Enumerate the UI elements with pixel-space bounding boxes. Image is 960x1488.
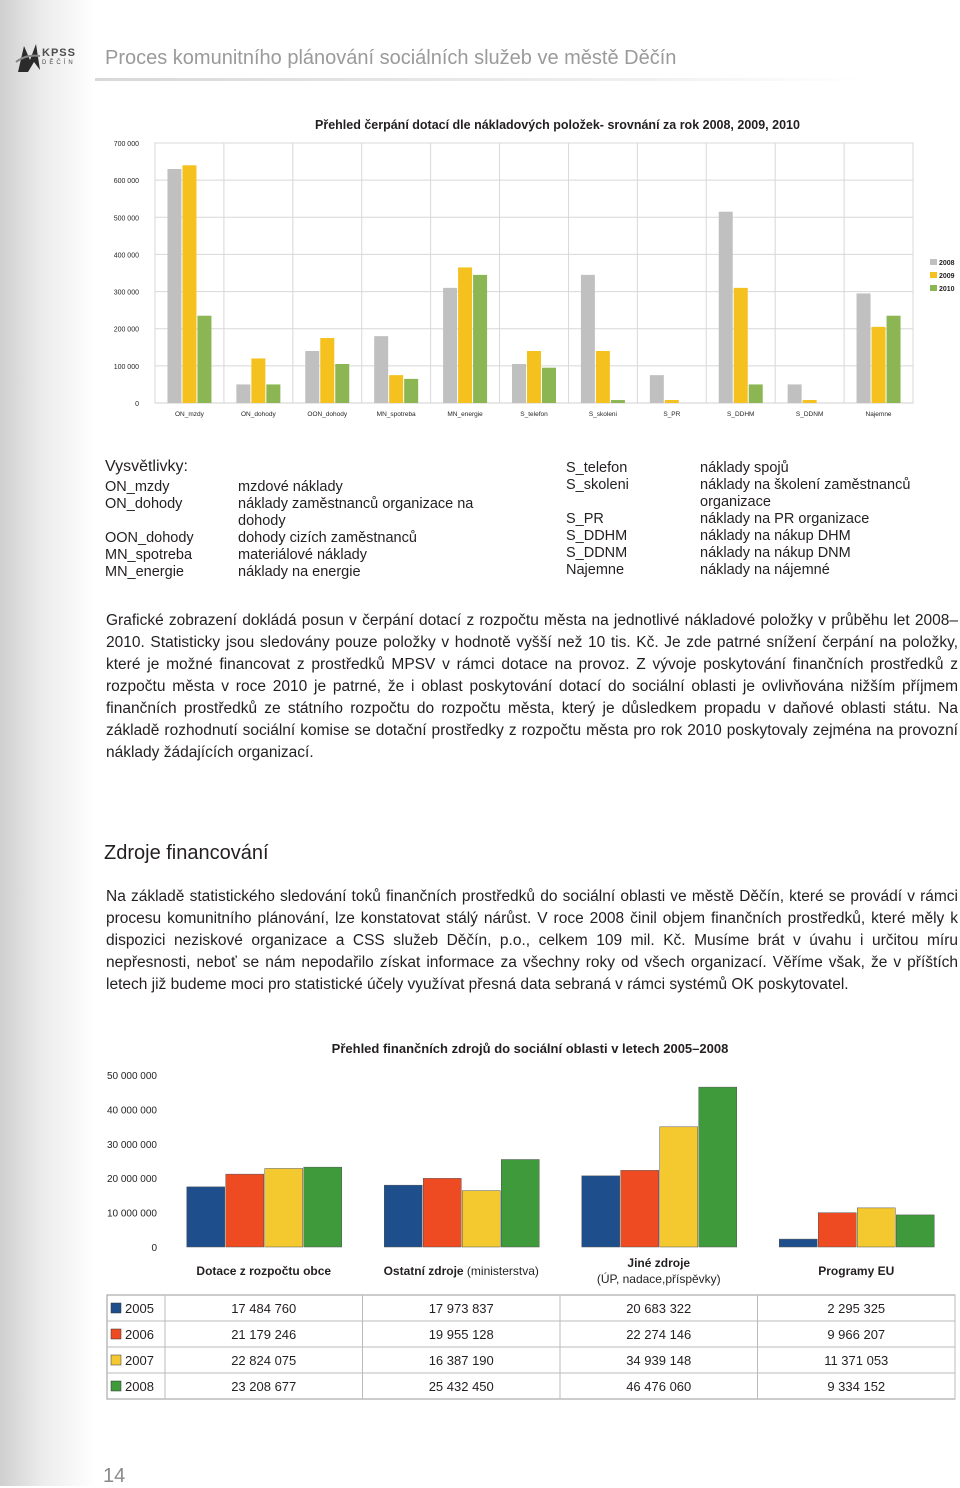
y-tick-label: 50 000 000 bbox=[106, 1071, 157, 1082]
legend-desc: náklady zaměstnanců organizace na bbox=[238, 496, 474, 512]
y-tick-label: 10 000 000 bbox=[106, 1208, 157, 1220]
x-tick-label bbox=[384, 1264, 539, 1278]
legend-swatch bbox=[111, 1303, 121, 1313]
logo-subtitle: DĚČÍN bbox=[42, 60, 76, 66]
legend-desc: náklady na energie bbox=[238, 564, 361, 580]
logo-text: KPSS bbox=[42, 47, 76, 59]
bar bbox=[611, 400, 625, 403]
legend-code: S_skoleni bbox=[566, 477, 629, 493]
y-tick-label: 0 bbox=[135, 401, 139, 408]
x-tick-label: MN_spotreba bbox=[376, 411, 416, 418]
x-tick-label: S_DDNM bbox=[795, 411, 824, 418]
bar bbox=[650, 375, 664, 403]
table-cell: 23 208 677 bbox=[231, 1379, 297, 1394]
y-tick-label: 100 000 bbox=[113, 363, 139, 371]
legend-code: MN_energie bbox=[105, 564, 184, 580]
x-tick-label-bold: Programy EU bbox=[818, 1264, 895, 1278]
y-tick-label: 20 000 000 bbox=[106, 1174, 157, 1186]
legend-label: 2008 bbox=[939, 260, 955, 267]
bar bbox=[197, 316, 211, 403]
legend-code: MN_spotreba bbox=[105, 547, 193, 563]
bar bbox=[265, 1168, 303, 1247]
paragraph-1: Grafické zobrazení dokládá posun v čerpání dotací z rozpočtu města na jednotlivé nákladové položky v průběhu let 2008–2010. Statisticky jsou sledovány pouze položky v hodnotě vyšší než 10 tis. Kč. Je zde patrné snížení čerpání na položky, které je možné financovat z prostředků MPSV v rámci dotace na provoz. Z vývoje poskytování finančních prostředků z rozpočtu města v roce 2010 je patrné, že i oblast poskytování dotací do sociální oblasti je ovlivňována nižším příjmem finančních prostředků ze státního rozpočtu do rozpočtu města, který je důsledkem propadu v daňové oblasti státu. Na základě rozhodnutí sociální komise se dotační prostředky z rozpočtu města pro rok 2010 poskytovaly zejména na provozní náklady žádajících organizací. bbox=[106, 612, 958, 761]
legend-desc: organizace bbox=[700, 494, 771, 510]
x-tick-label: S_PR bbox=[663, 411, 681, 418]
y-tick-label: 600 000 bbox=[113, 178, 139, 186]
y-tick-label: 200 000 bbox=[113, 326, 139, 334]
bar bbox=[473, 275, 487, 403]
legend-code: Najemne bbox=[566, 562, 625, 578]
table-cell: 22 824 075 bbox=[231, 1353, 297, 1368]
table-cell: 17 973 837 bbox=[428, 1301, 494, 1316]
bar bbox=[305, 351, 319, 403]
legend-code: ON_mzdy bbox=[105, 479, 170, 495]
legend-swatch bbox=[111, 1355, 121, 1365]
bar bbox=[749, 384, 763, 403]
page-number: 14 bbox=[103, 1465, 126, 1487]
legend-label: 2005 bbox=[125, 1301, 154, 1316]
section-heading: Zdroje financování bbox=[104, 842, 269, 864]
x-tick-label-normal: (ministerstva) bbox=[463, 1264, 539, 1278]
bar bbox=[621, 1170, 659, 1247]
side-shade bbox=[0, 0, 95, 1486]
bar bbox=[443, 288, 457, 403]
bar bbox=[734, 288, 748, 403]
x-tick-label: (ÚP, nadace,příspěvky) bbox=[596, 1272, 721, 1286]
x-tick-label: ON_dohody bbox=[241, 411, 276, 418]
legend-swatch bbox=[111, 1381, 121, 1391]
bar bbox=[458, 267, 472, 403]
bar bbox=[423, 1178, 461, 1247]
legend-desc: náklady na školení zaměstnanců bbox=[700, 477, 911, 493]
table-cell: 11 371 053 bbox=[824, 1353, 889, 1368]
x-tick-label: S_skoleni bbox=[588, 411, 618, 418]
legend-label: 2006 bbox=[125, 1327, 154, 1342]
bar bbox=[896, 1215, 934, 1247]
bar bbox=[462, 1191, 500, 1247]
x-tick-label: Najemne bbox=[865, 411, 892, 418]
bar bbox=[335, 364, 349, 403]
legend-desc: náklady na nájemné bbox=[700, 562, 830, 578]
legend-desc: dohody cizích zaměstnanců bbox=[238, 530, 417, 546]
bar bbox=[304, 1167, 342, 1247]
legend-label: 2008 bbox=[125, 1379, 154, 1394]
bar bbox=[404, 379, 418, 403]
y-tick-label: 700 000 bbox=[113, 141, 139, 148]
bar bbox=[596, 351, 610, 403]
bar bbox=[665, 400, 679, 403]
bar bbox=[236, 384, 250, 403]
bar bbox=[582, 1176, 620, 1247]
legend-code: S_DDHM bbox=[566, 528, 628, 544]
page-header bbox=[0, 0, 960, 85]
bar bbox=[512, 364, 526, 403]
table-cell: 9 334 152 bbox=[827, 1379, 886, 1394]
bar bbox=[699, 1087, 737, 1247]
bar bbox=[251, 358, 265, 403]
x-tick-label: Jiné zdroje bbox=[627, 1256, 691, 1270]
bar bbox=[803, 400, 817, 403]
y-tick-label: 300 000 bbox=[113, 289, 139, 297]
paragraph-2: Na základě statistického sledování toků finančních prostředků do sociální oblasti ve městě Děčín, které se provádí v rámci procesu komunitního plánování, lze konstatovat stálý nárůst. V roce 2008 činil objem finančních prostředků, které měly k dispozici neziskové organizace a CSS služeb Děčín, p.o., celkem 109 mil. Kč. Musíme brát v úvahu i určitou míru nepřesnosti, neboť se nám nepodařilo získat informace za všechny roky od všech organizací. Věříme však, že v příštích letech již budeme moci pro statistické účely využívat přesná data sebraná v rámci systémů OK poskytovatel. bbox=[106, 888, 958, 993]
legend-desc: náklady spojů bbox=[700, 460, 789, 476]
x-tick-label bbox=[196, 1264, 331, 1278]
bar bbox=[857, 293, 871, 403]
legend-code: ON_dohody bbox=[105, 496, 183, 512]
legend-swatch bbox=[930, 285, 937, 291]
table-cell: 21 179 246 bbox=[231, 1327, 297, 1342]
bar bbox=[167, 169, 181, 403]
y-tick-label: 500 000 bbox=[113, 215, 139, 223]
legend-label: 2010 bbox=[939, 286, 955, 293]
header-divider bbox=[95, 78, 865, 81]
bar bbox=[527, 351, 541, 403]
chart-title: Přehled čerpání dotací dle nákladových položek- srovnání za rok 2008, 2009, 2010 bbox=[315, 118, 800, 132]
legend-swatch bbox=[930, 272, 937, 278]
document-title: Proces komunitního plánování sociálních služeb ve městě Děčín bbox=[105, 47, 677, 69]
table-cell: 34 939 148 bbox=[626, 1353, 692, 1368]
table-cell: 25 432 450 bbox=[428, 1379, 494, 1394]
y-tick-label: 400 000 bbox=[113, 252, 139, 260]
legend-label: 2007 bbox=[125, 1353, 154, 1368]
y-tick-label: 30 000 000 bbox=[106, 1139, 157, 1151]
bar bbox=[660, 1127, 698, 1247]
y-tick-label: 40 000 000 bbox=[106, 1105, 157, 1117]
table-cell: 17 484 760 bbox=[231, 1301, 297, 1316]
bar bbox=[542, 368, 556, 403]
bar bbox=[187, 1187, 225, 1247]
table-cell: 46 476 060 bbox=[626, 1379, 692, 1394]
legend-desc: materiálové náklady bbox=[238, 547, 367, 563]
bar bbox=[320, 338, 334, 403]
bar bbox=[389, 375, 403, 403]
legend-title: Vysvětlivky: bbox=[105, 458, 188, 475]
table-cell: 19 955 128 bbox=[428, 1327, 494, 1342]
x-tick-label: S_DDHM bbox=[727, 411, 755, 418]
bar bbox=[266, 384, 280, 403]
bar bbox=[182, 165, 196, 403]
bar bbox=[384, 1185, 422, 1247]
bar bbox=[374, 336, 388, 403]
table-cell: 20 683 322 bbox=[626, 1301, 692, 1316]
legend-label: 2009 bbox=[939, 273, 955, 280]
x-tick-label: OON_dohody bbox=[307, 411, 348, 418]
table-cell: 9 966 207 bbox=[827, 1327, 886, 1342]
x-tick-label: ON_mzdy bbox=[175, 411, 204, 418]
bar bbox=[857, 1208, 895, 1247]
bar bbox=[872, 327, 886, 403]
x-tick-label-bold: Dotace z rozpočtu obce bbox=[196, 1264, 332, 1278]
legend-code: S_PR bbox=[566, 511, 604, 527]
bar bbox=[818, 1213, 856, 1247]
bar bbox=[226, 1174, 264, 1247]
legend-desc: dohody bbox=[238, 513, 286, 529]
chart-title: Přehled finančních zdrojů do sociální oblasti v letech 2005–2008 bbox=[331, 1041, 729, 1056]
legend-desc: mzdové náklady bbox=[238, 479, 343, 495]
legend-swatch bbox=[111, 1329, 121, 1339]
x-tick-label-bold: Ostatní zdroje bbox=[383, 1264, 464, 1278]
legend-desc: náklady na nákup DNM bbox=[700, 545, 851, 561]
table-cell: 2 295 325 bbox=[827, 1301, 886, 1316]
x-tick-label: MN_energie bbox=[447, 411, 483, 418]
legend-code: S_telefon bbox=[566, 460, 628, 476]
bar bbox=[581, 275, 595, 403]
legend-code: S_DDNM bbox=[566, 545, 628, 561]
bar bbox=[779, 1239, 817, 1247]
x-tick-label bbox=[818, 1264, 894, 1278]
bar bbox=[788, 384, 802, 403]
bar bbox=[501, 1160, 539, 1247]
x-tick-label: S_telefon bbox=[520, 411, 548, 418]
bar bbox=[719, 212, 733, 403]
legend-swatch bbox=[930, 259, 937, 265]
legend-code: OON_dohody bbox=[105, 530, 194, 546]
table-cell: 22 274 146 bbox=[626, 1327, 692, 1342]
cost-items-chart bbox=[105, 105, 955, 425]
funding-sources-chart bbox=[105, 1030, 960, 1405]
legend-desc: náklady na nákup DHM bbox=[700, 528, 851, 544]
bar bbox=[887, 316, 901, 403]
legend-desc: náklady na PR organizace bbox=[700, 511, 870, 527]
y-tick-label: 0 bbox=[151, 1243, 157, 1254]
table-cell: 16 387 190 bbox=[428, 1353, 494, 1368]
